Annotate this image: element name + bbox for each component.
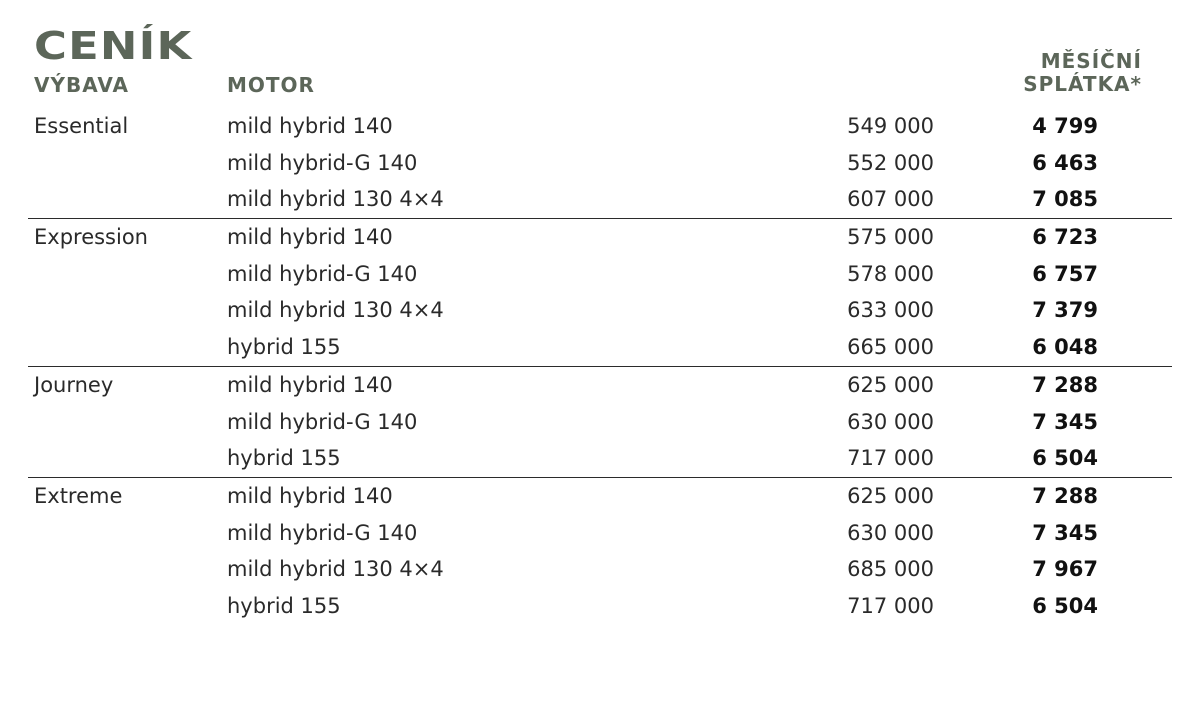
motor-name: mild hybrid 140 bbox=[227, 225, 393, 250]
trim-name: Essential bbox=[34, 114, 129, 138]
monthly-payment-value: 7 967 bbox=[1032, 557, 1098, 582]
table-row bbox=[28, 551, 1172, 588]
price-table bbox=[28, 108, 1172, 625]
price-value: 717 000 bbox=[847, 446, 934, 471]
column-header-monthly-line2: SPLÁTKA* bbox=[1023, 72, 1142, 96]
monthly-payment-value: 6 757 bbox=[1032, 261, 1098, 286]
motor-name: hybrid 155 bbox=[227, 335, 341, 360]
monthly-payment-value: 7 288 bbox=[1032, 372, 1098, 397]
table-row bbox=[28, 588, 1172, 625]
price-value: 625 000 bbox=[847, 372, 934, 397]
price-value: 665 000 bbox=[847, 335, 934, 360]
price-value: 630 000 bbox=[847, 409, 934, 434]
table-row bbox=[28, 256, 1172, 293]
motor-name: mild hybrid 130 4×4 bbox=[227, 557, 444, 582]
motor-name: mild hybrid-G 140 bbox=[227, 409, 418, 434]
motor-name: hybrid 155 bbox=[227, 593, 341, 618]
motor-name: mild hybrid-G 140 bbox=[227, 520, 418, 545]
motor-name: mild hybrid 140 bbox=[227, 114, 393, 138]
price-value: 607 000 bbox=[847, 187, 934, 212]
table-row bbox=[28, 292, 1172, 329]
monthly-payment-value: 6 463 bbox=[1032, 150, 1098, 175]
monthly-payment-value: 6 504 bbox=[1032, 446, 1098, 471]
monthly-payment-value: 6 048 bbox=[1032, 335, 1098, 360]
trim-name: Expression bbox=[34, 225, 148, 250]
price-value: 630 000 bbox=[847, 520, 934, 545]
trim-group-extreme bbox=[28, 478, 1172, 625]
monthly-payment-value: 7 345 bbox=[1032, 409, 1098, 434]
page-title: CENÍK bbox=[34, 24, 193, 68]
motor-name: mild hybrid 130 4×4 bbox=[227, 298, 444, 323]
trim-group-expression bbox=[28, 219, 1172, 367]
monthly-payment-value: 7 288 bbox=[1032, 483, 1098, 508]
monthly-payment-value: 7 085 bbox=[1032, 187, 1098, 212]
trim-name: Extreme bbox=[34, 483, 123, 508]
motor-name: mild hybrid-G 140 bbox=[227, 150, 418, 175]
monthly-payment-value: 6 723 bbox=[1032, 225, 1098, 250]
table-row bbox=[28, 478, 1172, 515]
column-header-monthly-line1: MĚSÍČNÍ bbox=[1040, 49, 1142, 73]
price-value: 552 000 bbox=[847, 150, 934, 175]
monthly-payment-value: 4 799 bbox=[1032, 114, 1098, 138]
table-row bbox=[28, 219, 1172, 256]
monthly-payment-value: 6 504 bbox=[1032, 593, 1098, 618]
price-value: 578 000 bbox=[847, 261, 934, 286]
price-value: 575 000 bbox=[847, 225, 934, 250]
price-value: 549 000 bbox=[847, 114, 934, 138]
column-header-motor: MOTOR bbox=[227, 73, 315, 97]
column-header-monthly-payment bbox=[942, 50, 1142, 96]
motor-name: hybrid 155 bbox=[227, 446, 341, 471]
price-value: 685 000 bbox=[847, 557, 934, 582]
motor-name: mild hybrid 140 bbox=[227, 483, 393, 508]
table-row bbox=[28, 440, 1172, 477]
monthly-payment-value: 7 345 bbox=[1032, 520, 1098, 545]
trim-name: Journey bbox=[34, 372, 114, 397]
price-value: 633 000 bbox=[847, 298, 934, 323]
price-value: 625 000 bbox=[847, 483, 934, 508]
table-row bbox=[28, 329, 1172, 366]
motor-name: mild hybrid 140 bbox=[227, 372, 393, 397]
trim-group-journey bbox=[28, 367, 1172, 478]
column-header-trim: VÝBAVA bbox=[34, 73, 129, 97]
price-value: 717 000 bbox=[847, 593, 934, 618]
motor-name: mild hybrid-G 140 bbox=[227, 261, 418, 286]
trim-group-essential bbox=[28, 108, 1172, 219]
table-row bbox=[28, 145, 1172, 182]
table-row bbox=[28, 108, 1172, 145]
table-row bbox=[28, 515, 1172, 552]
table-row bbox=[28, 404, 1172, 441]
table-row bbox=[28, 181, 1172, 218]
motor-name: mild hybrid 130 4×4 bbox=[227, 187, 444, 212]
monthly-payment-value: 7 379 bbox=[1032, 298, 1098, 323]
table-row bbox=[28, 367, 1172, 404]
